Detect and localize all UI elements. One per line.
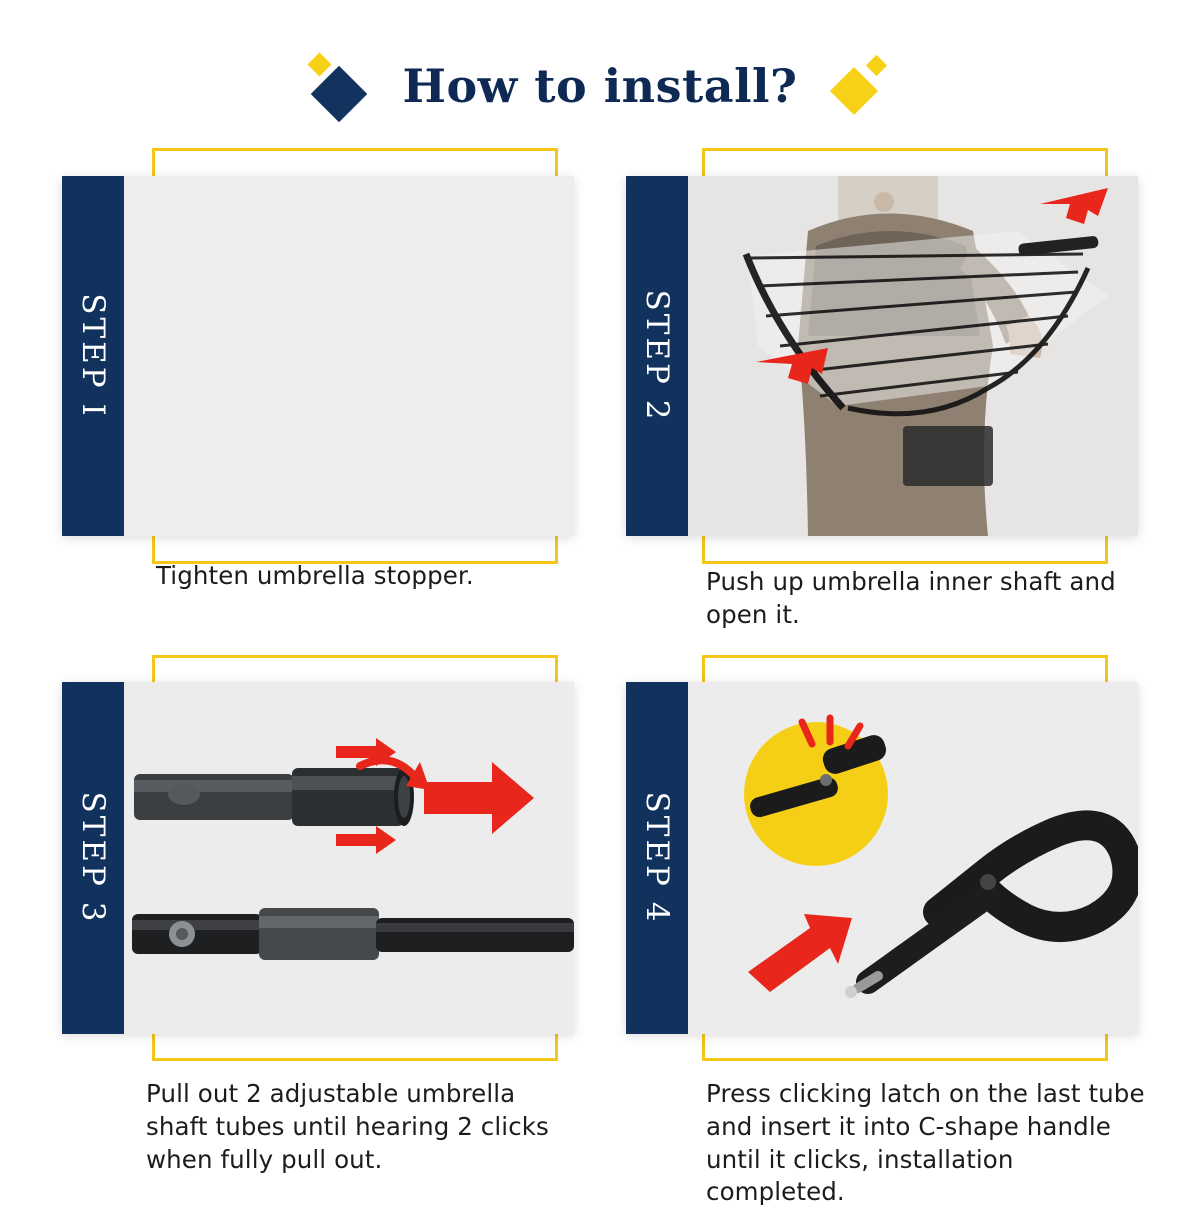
- step-4-caption: Press clicking latch on the last tube and insert it into C-shape handle until it clicks, installation completed.: [706, 1079, 1145, 1207]
- step-2-bar: [626, 176, 688, 536]
- step-1-label: STEP I: [75, 293, 111, 419]
- step-1-image: [124, 176, 574, 536]
- page-title: How to install?: [402, 59, 798, 113]
- step-3-label: STEP 3: [75, 791, 111, 925]
- step-3-bar: [62, 682, 124, 1034]
- step-4-image: [688, 682, 1138, 1034]
- page-header: [0, 46, 1200, 126]
- step-4-illustration: [688, 682, 1138, 1034]
- step-3-caption: Pull out 2 adjustable umbrella shaft tubes until hearing 2 clicks when fully pull out.: [146, 1079, 549, 1174]
- step-3-illustration: [124, 682, 574, 1034]
- step-2-illustration: [688, 176, 1138, 536]
- step-4-label: STEP 4: [639, 791, 675, 925]
- step-4-bar: [626, 682, 688, 1034]
- step-2-label: STEP 2: [639, 289, 675, 423]
- step-2-caption: Push up umbrella inner shaft and open it.: [706, 567, 1116, 629]
- step-1-body: [62, 176, 574, 536]
- step-4-body: [626, 682, 1138, 1034]
- step-2-image: [688, 176, 1138, 536]
- step-1-bar: [62, 176, 124, 536]
- navy-diamond-icon: [311, 56, 377, 116]
- yellow-diamond-icon: [823, 56, 889, 116]
- step-3-body: [62, 682, 574, 1034]
- step-1-caption: Tighten umbrella stopper.: [156, 561, 474, 590]
- step-3-image: [124, 682, 574, 1034]
- step-2-body: [626, 176, 1138, 536]
